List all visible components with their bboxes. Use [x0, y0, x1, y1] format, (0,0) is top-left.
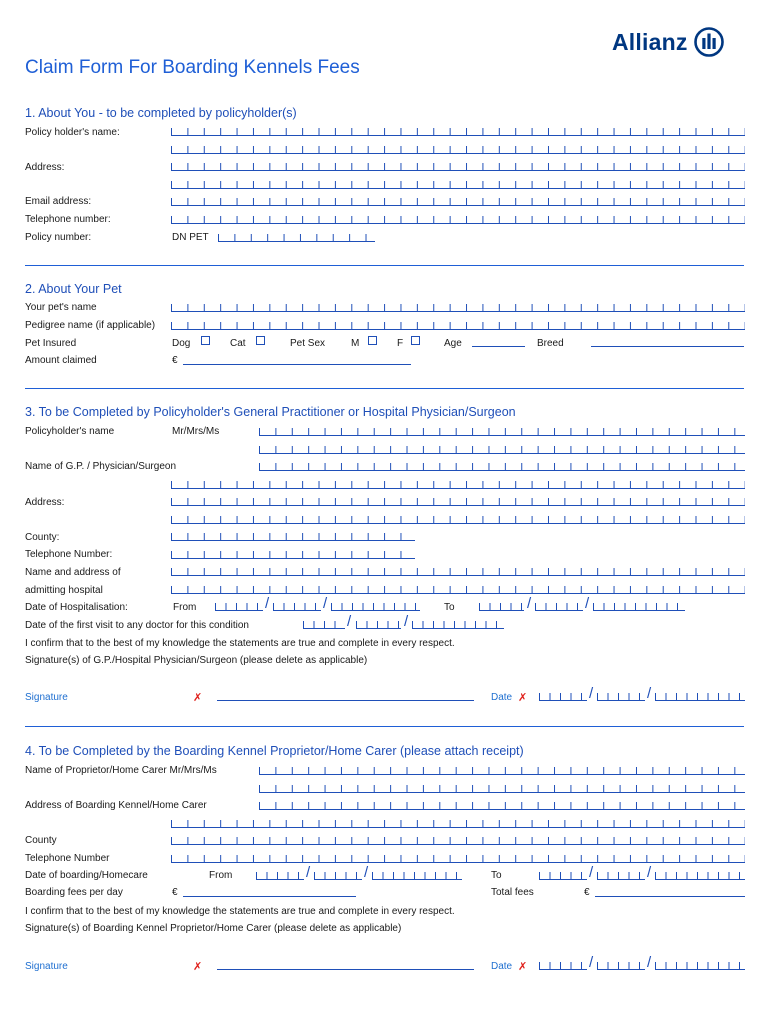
date-separator: /: [527, 595, 532, 612]
currency-symbol: €: [584, 887, 590, 898]
gp-date-label: Date: [491, 692, 513, 703]
kennel-date-label: Date: [491, 961, 513, 972]
gp-name-field[interactable]: [259, 463, 745, 471]
boarding-from-month-field[interactable]: [314, 872, 362, 880]
email-label: Email address:: [25, 196, 92, 207]
date-separator: /: [589, 864, 594, 881]
gp-address-label: Address:: [25, 497, 65, 508]
proprietor-name-field-2[interactable]: [259, 785, 745, 793]
proprietor-name-field[interactable]: [259, 767, 745, 775]
first-visit-year-field[interactable]: [412, 621, 504, 629]
kennel-signature-note: Signature(s) of Boarding Kennel Proprietor/Home Carer (please delete as applicable): [25, 923, 402, 934]
section-1-heading: 1. About You - to be completed by policyholder(s): [25, 106, 297, 120]
section-divider: [25, 265, 744, 266]
pedigree-label: Pedigree name (if applicable): [25, 320, 156, 331]
gp-name-label: Name of G.P. / Physician/Surgeon: [25, 461, 177, 472]
currency-symbol: €: [172, 355, 178, 366]
policy-number-label: Policy number:: [25, 232, 92, 243]
kennel-date-day-field[interactable]: [539, 962, 587, 970]
hospitalisation-date-label: Date of Hospitalisation:: [25, 602, 128, 613]
allianz-logo: [612, 25, 724, 59]
gp-confirm-text: I confirm that to the best of my knowledge the statements are true and complete in every respect.: [25, 638, 455, 649]
email-field[interactable]: [171, 198, 745, 206]
from-label: From: [173, 602, 197, 613]
female-checkbox[interactable]: [411, 336, 420, 345]
sign-here-cross-icon: ✗: [518, 692, 528, 704]
kennel-county-label: County: [25, 835, 57, 846]
age-field[interactable]: [472, 346, 525, 347]
total-fees-field[interactable]: [595, 896, 745, 897]
pet-insured-label: Pet Insured: [25, 338, 77, 349]
date-separator: /: [306, 864, 311, 881]
policy-number-field[interactable]: [218, 234, 375, 242]
section-divider: [25, 388, 744, 389]
dog-checkbox[interactable]: [201, 336, 210, 345]
proprietor-name-label: Name of Proprietor/Home Carer Mr/Mrs/Ms: [25, 765, 217, 776]
pet-name-label: Your pet's name: [25, 302, 97, 313]
boarding-date-label: Date of boarding/Homecare: [25, 870, 148, 881]
date-separator: /: [347, 613, 352, 630]
gp-signature-field[interactable]: [217, 700, 474, 701]
gp-policyholder-name-field[interactable]: [259, 428, 745, 436]
from-year-field[interactable]: [331, 603, 420, 611]
gp-address-field-2[interactable]: [171, 498, 745, 506]
boarding-to-month-field[interactable]: [597, 872, 645, 880]
kennel-confirm-text: I confirm that to the best of my knowledge the statements are true and complete in every respect.: [25, 906, 455, 917]
kennel-signature-label: Signature: [25, 961, 68, 972]
policy-prefix: DN PET: [172, 232, 209, 243]
kennel-signature-field[interactable]: [217, 969, 474, 970]
sign-here-cross-icon: ✗: [193, 692, 203, 704]
gp-date-day-field[interactable]: [539, 693, 587, 701]
first-visit-month-field[interactable]: [356, 621, 401, 629]
telephone-label: Telephone number:: [25, 214, 111, 225]
fees-per-day-field[interactable]: [183, 896, 356, 897]
kennel-address-field-2[interactable]: [171, 820, 745, 828]
breed-label: Breed: [537, 338, 564, 349]
fees-per-day-label: Boarding fees per day: [25, 887, 123, 898]
to-month-field[interactable]: [535, 603, 583, 611]
gp-county-label: County:: [25, 532, 60, 543]
date-separator: /: [323, 595, 328, 612]
first-visit-day-field[interactable]: [303, 621, 345, 629]
address-field-2[interactable]: [171, 181, 745, 189]
gp-address-field-1[interactable]: [171, 481, 745, 489]
to-day-field[interactable]: [479, 603, 524, 611]
amount-claimed-label: Amount claimed: [25, 355, 97, 366]
from-month-field[interactable]: [273, 603, 321, 611]
section-2-heading: 2. About Your Pet: [25, 282, 122, 296]
currency-symbol: €: [172, 887, 178, 898]
kennel-county-field[interactable]: [171, 837, 745, 845]
boarding-to-day-field[interactable]: [539, 872, 587, 880]
age-label: Age: [444, 338, 462, 349]
kennel-telephone-field[interactable]: [171, 855, 745, 863]
kennel-telephone-label: Telephone Number: [25, 853, 110, 864]
gp-policyholder-name-label: Policyholder's name: [25, 426, 115, 437]
date-separator: /: [647, 685, 652, 702]
section-divider: [25, 726, 744, 727]
boarding-to-label: To: [491, 870, 502, 881]
pet-name-field[interactable]: [171, 304, 745, 312]
cat-label: Cat: [230, 338, 246, 349]
cat-checkbox[interactable]: [256, 336, 265, 345]
boarding-to-year-field[interactable]: [655, 872, 745, 880]
pedigree-field[interactable]: [171, 322, 745, 330]
gp-signature-note: Signature(s) of G.P./Hospital Physician/Surgeon (please delete as applicable): [25, 655, 368, 666]
policyholder-name-field-2[interactable]: [171, 146, 745, 154]
gp-county-field[interactable]: [171, 533, 415, 541]
gp-date-month-field[interactable]: [597, 693, 645, 701]
pet-sex-label: Pet Sex: [290, 338, 326, 349]
section-3-heading: 3. To be Completed by Policyholder's General Practitioner or Hospital Physician/Surgeon: [25, 405, 516, 419]
section-4-heading: 4. To be Completed by the Boarding Kennel Proprietor/Home Carer (please attach receipt): [25, 744, 524, 758]
date-separator: /: [585, 595, 590, 612]
gp-telephone-label: Telephone Number:: [25, 549, 113, 560]
male-label: M: [351, 338, 360, 349]
title-options: Mr/Mrs/Ms: [172, 426, 220, 437]
boarding-from-label: From: [209, 870, 233, 881]
amount-claimed-field[interactable]: [183, 364, 411, 365]
gp-policyholder-name-field-2[interactable]: [259, 446, 745, 454]
boarding-from-year-field[interactable]: [372, 872, 462, 880]
form-title: Claim Form For Boarding Kennels Fees: [25, 57, 360, 78]
first-visit-label: Date of the first visit to any doctor for this condition: [25, 620, 249, 631]
date-separator: /: [404, 613, 409, 630]
hospital-label-1: Name and address of: [25, 567, 121, 578]
hospital-field-2[interactable]: [171, 586, 745, 594]
breed-field[interactable]: [591, 346, 744, 347]
address-label: Address:: [25, 162, 65, 173]
date-separator: /: [589, 685, 594, 702]
kennel-date-year-field[interactable]: [655, 962, 745, 970]
dog-label: Dog: [172, 338, 191, 349]
kennel-address-field-1[interactable]: [259, 802, 745, 810]
female-label: F: [397, 338, 404, 349]
policyholder-name-field[interactable]: [171, 128, 745, 136]
hospital-label-2: admitting hospital: [25, 585, 103, 596]
date-separator: /: [265, 595, 270, 612]
from-day-field[interactable]: [215, 603, 263, 611]
policyholder-name-label: Policy holder's name:: [25, 127, 120, 138]
sign-here-cross-icon: ✗: [193, 961, 203, 973]
gp-telephone-field[interactable]: [171, 551, 415, 559]
date-separator: /: [647, 864, 652, 881]
date-separator: /: [364, 864, 369, 881]
sign-here-cross-icon: ✗: [518, 961, 528, 973]
kennel-address-label: Address of Boarding Kennel/Home Carer: [25, 800, 207, 811]
to-label: To: [444, 602, 455, 613]
gp-date-year-field[interactable]: [655, 693, 745, 701]
date-separator: /: [647, 954, 652, 971]
male-checkbox[interactable]: [368, 336, 377, 345]
total-fees-label: Total fees: [491, 887, 534, 898]
telephone-field[interactable]: [171, 216, 745, 224]
hospital-field-1[interactable]: [171, 568, 745, 576]
to-year-field[interactable]: [593, 603, 685, 611]
boarding-from-day-field[interactable]: [256, 872, 304, 880]
allianz-eagle-icon: [694, 27, 724, 57]
gp-signature-label: Signature: [25, 692, 68, 703]
date-separator: /: [589, 954, 594, 971]
brand-name: Allianz: [612, 28, 688, 55]
address-field-1[interactable]: [171, 163, 745, 171]
gp-address-field-3[interactable]: [171, 516, 745, 524]
kennel-date-month-field[interactable]: [597, 962, 645, 970]
